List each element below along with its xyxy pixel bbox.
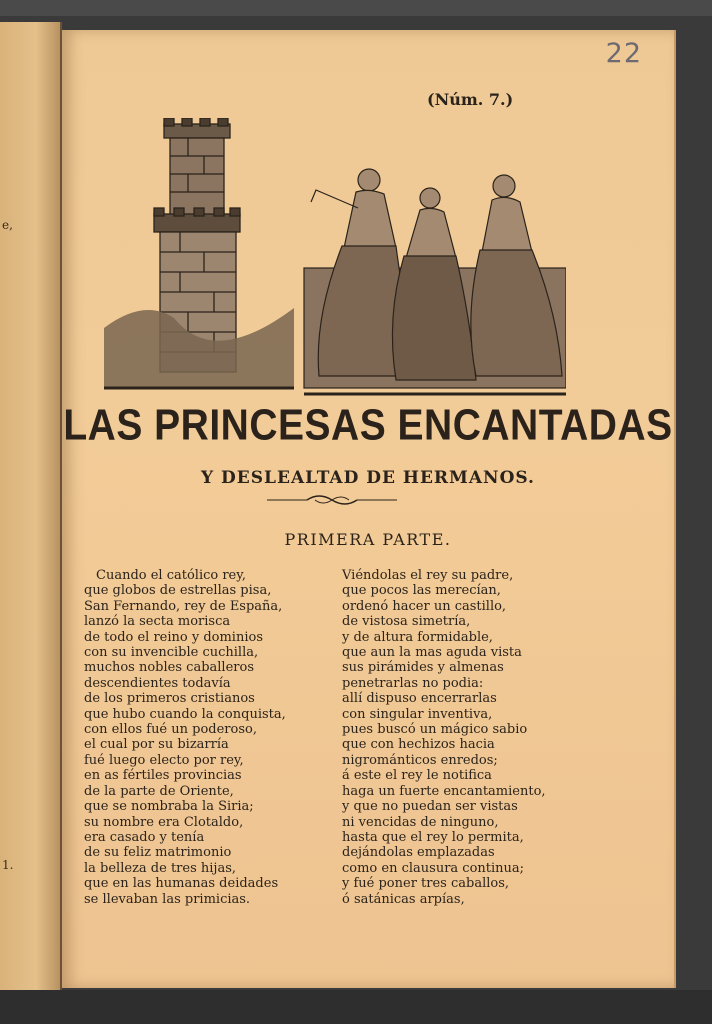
background-top [0,0,712,16]
verse-line: de todo el reino y dominios [84,629,263,645]
background-bottom [0,990,712,1024]
woodcut-illustration [104,118,566,403]
verse-line: el cual por su bizarría [84,737,229,753]
princesses-drawing [304,169,566,394]
main-title: LAS PRINCESAS ENCANTADAS [63,401,673,450]
verse-line: era casado y tenía [84,829,205,845]
verse-line: que globos de estrellas pisa, [84,583,272,599]
verse-line: como en clausura continua; [342,860,525,876]
verse-line: la belleza de tres hijas, [84,860,236,876]
verse-line: á este el rey le notifica [342,768,492,784]
verse-line: lanzó la secta morisca [84,614,231,630]
verse-line: con singular inventiva, [342,706,493,722]
verse-line: que aun la mas aguda vista [342,645,522,661]
verse-line: de vistosa simetría, [342,614,471,630]
verse-line: que se nombraba la Siria; [84,799,254,815]
left-page-mark: 1. [2,858,14,872]
left-page-mark: e, [2,218,13,232]
verse-line: fué luego electo por rey, [84,752,244,768]
verse-line: Cuando el católico rey, [96,568,247,583]
verse-line: que hubo cuando la conquista, [84,706,286,722]
verse-line: ó satánicas arpías, [342,891,465,907]
verse-line: pues buscó un mágico sabio [342,722,528,738]
previous-page-edge [0,22,62,990]
verse-line: haga un fuerte encantamiento, [342,783,546,799]
verse-line: y de altura formidable, [342,629,493,645]
verse-line: de los primeros cristianos [84,691,255,707]
verse-line: Viéndolas el rey su padre, [342,568,514,583]
verse-line: y que no puedan ser vistas [342,799,518,815]
subtitle: Y DESLEALTAD DE HERMANOS. [201,468,535,488]
verse-line: de la parte de Oriente, [84,783,234,799]
section-heading: PRIMERA PARTE. [284,530,452,549]
decorative-ornament [267,492,397,508]
verse-line: ni vencidas de ninguno, [342,814,499,830]
verse-line: que con hechizos hacia [342,737,495,753]
verse-line: con su invencible cuchilla, [84,645,259,661]
verse-line: ordenó hacer un castillo, [342,598,507,614]
verse-line: sus pirámides y almenas [342,660,504,676]
poem-column-right [342,568,602,907]
page-number: 22 [605,38,642,69]
verse-line: nigrománticos enredos; [342,752,498,768]
poem-column-left [84,568,334,907]
verse-line: en as fértiles provincias [84,768,242,784]
verse-line: de su feliz matrimonio [84,845,232,861]
verse-line: dejándolas emplazadas [342,845,495,861]
verse-line: y fué poner tres caballos, [342,876,510,892]
document-page [62,30,674,988]
verse-line: que en las humanas deidades [84,876,279,892]
verse-line: con ellos fué un poderoso, [84,722,257,738]
verse-line: que pocos las merecían, [342,583,501,599]
verse-line: allí dispuso encerrarlas [342,691,497,707]
verse-line: muchos nobles caballeros [84,660,254,676]
verse-line: se llevaban las primicias. [84,891,251,907]
verse-line: su nombre era Clotaldo, [84,814,244,830]
verse-line: descendientes todavía [84,675,231,691]
issue-number: (Núm. 7.) [427,90,514,109]
verse-line: penetrarlas no podia: [342,675,484,691]
verse-line: hasta que el rey lo permita, [342,829,524,845]
verse-line: San Fernando, rey de España, [84,598,283,614]
